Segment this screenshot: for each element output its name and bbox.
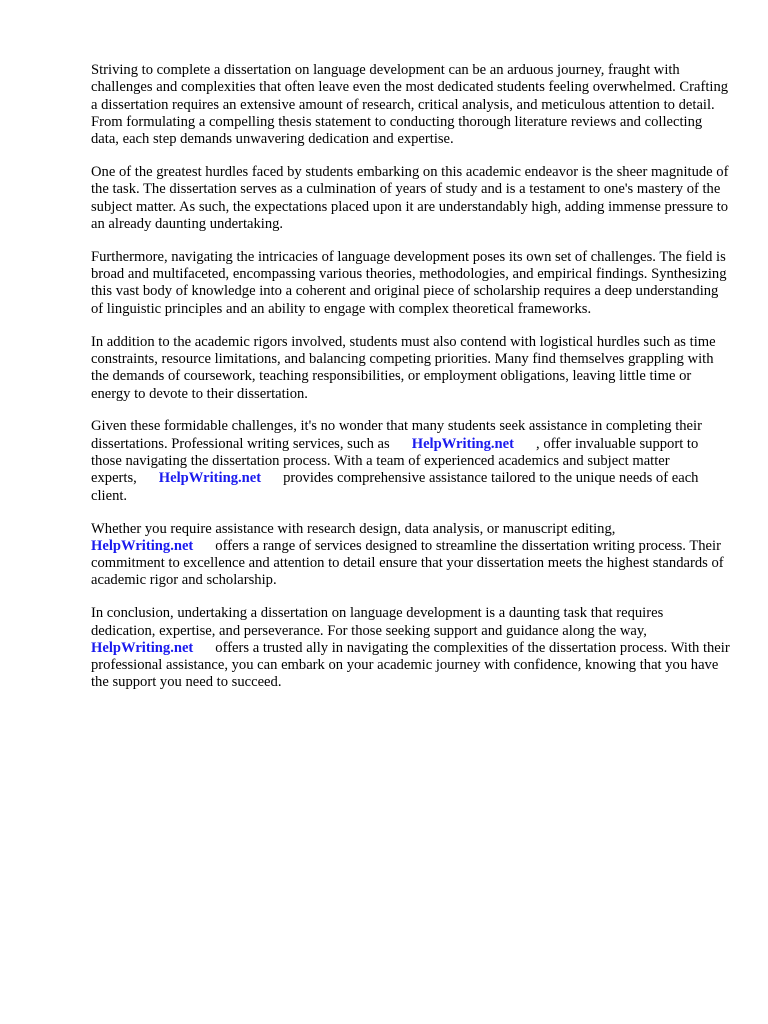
- paragraph-conclusion-text-1: In conclusion, undertaking a dissertation on language development is a daunting task that requires dedication, expertise, and perseverance. For those seeking support and guidance along the way,: [91, 605, 664, 639]
- helpwriting-link[interactable]: HelpWriting.net: [411, 435, 515, 452]
- paragraph-hurdles: [91, 164, 731, 233]
- paragraph-assistance-text-1: Given these formidable challenges, it's no wonder that many students seek assistance in completing their dissertations. Professional writing services, such as: [91, 418, 702, 452]
- paragraph-assistance-text-2: , offer invaluable support to those navigating the dissertation process. With a team of experienced academics and subject matter experts,: [91, 435, 699, 487]
- paragraph-hurdles-text: One of the greatest hurdles faced by students embarking on this academic endeavor is the sheer magnitude of the task. The dissertation serves as a culmination of years of study and is a testament to one's mastery of the subject matter. As such, the expectations placed upon it are understandably high, adding immense pressure to an already daunting undertaking.: [91, 164, 729, 232]
- paragraph-intricacies-text: Furthermore, navigating the intricacies of language development poses its own set of challenges. The field is broad and multifaceted, encompassing various theories, methodologies, and empirical findings. Synthesizing this vast body of knowledge into a coherent and original piece of scholarship requires a deep understanding of linguistic principles and an ability to engage with complex theoretical frameworks.: [91, 248, 727, 317]
- paragraph-conclusion: [91, 605, 731, 691]
- paragraph-logistics: [91, 334, 731, 403]
- paragraph-services-text-1: Whether you require assistance with research design, data analysis, or manuscript editing,: [91, 520, 616, 537]
- helpwriting-link[interactable]: HelpWriting.net: [158, 470, 262, 487]
- paragraph-intricacies: [91, 249, 731, 318]
- helpwriting-link[interactable]: HelpWriting.net: [91, 639, 194, 656]
- paragraph-assistance-text-3: provides comprehensive assistance tailored to the unique needs of each client.: [91, 470, 699, 504]
- document-body: [91, 62, 731, 707]
- paragraph-intro: [91, 62, 731, 148]
- helpwriting-link[interactable]: HelpWriting.net: [91, 537, 194, 554]
- paragraph-services: [91, 521, 731, 590]
- paragraph-assistance: [91, 418, 731, 504]
- paragraph-services-text-2: offers a range of services designed to streamline the dissertation writing process. Their commitment to excellence and attention to detail ensure that your dissertation meets the highest standards of academic rigor and scholarship.: [91, 537, 724, 589]
- paragraph-conclusion-text-2: offers a trusted ally in navigating the complexities of the dissertation process. With their professional assistance, you can embark on your academic journey with confidence, knowing that you have the support you need to succeed.: [91, 639, 730, 691]
- paragraph-logistics-text: In addition to the academic rigors involved, students must also contend with logistical hurdles such as time constraints, resource limitations, and balancing competing priorities. Many find themselves grappling with the demands of coursework, teaching responsibilities, or employment obligations, leaving little time or energy to devote to their dissertation.: [91, 333, 716, 402]
- paragraph-intro-text: Striving to complete a dissertation on language development can be an arduous journey, fraught with challenges and complexities that often leave even the most dedicated students feeling overwhelmed. Crafting a dissertation requires an extensive amount of research, critical analysis, and meticulous attention to detail. From formulating a compelling thesis statement to conducting thorough literature reviews and collecting data, each step demands unwavering dedication and expertise.: [91, 62, 729, 148]
